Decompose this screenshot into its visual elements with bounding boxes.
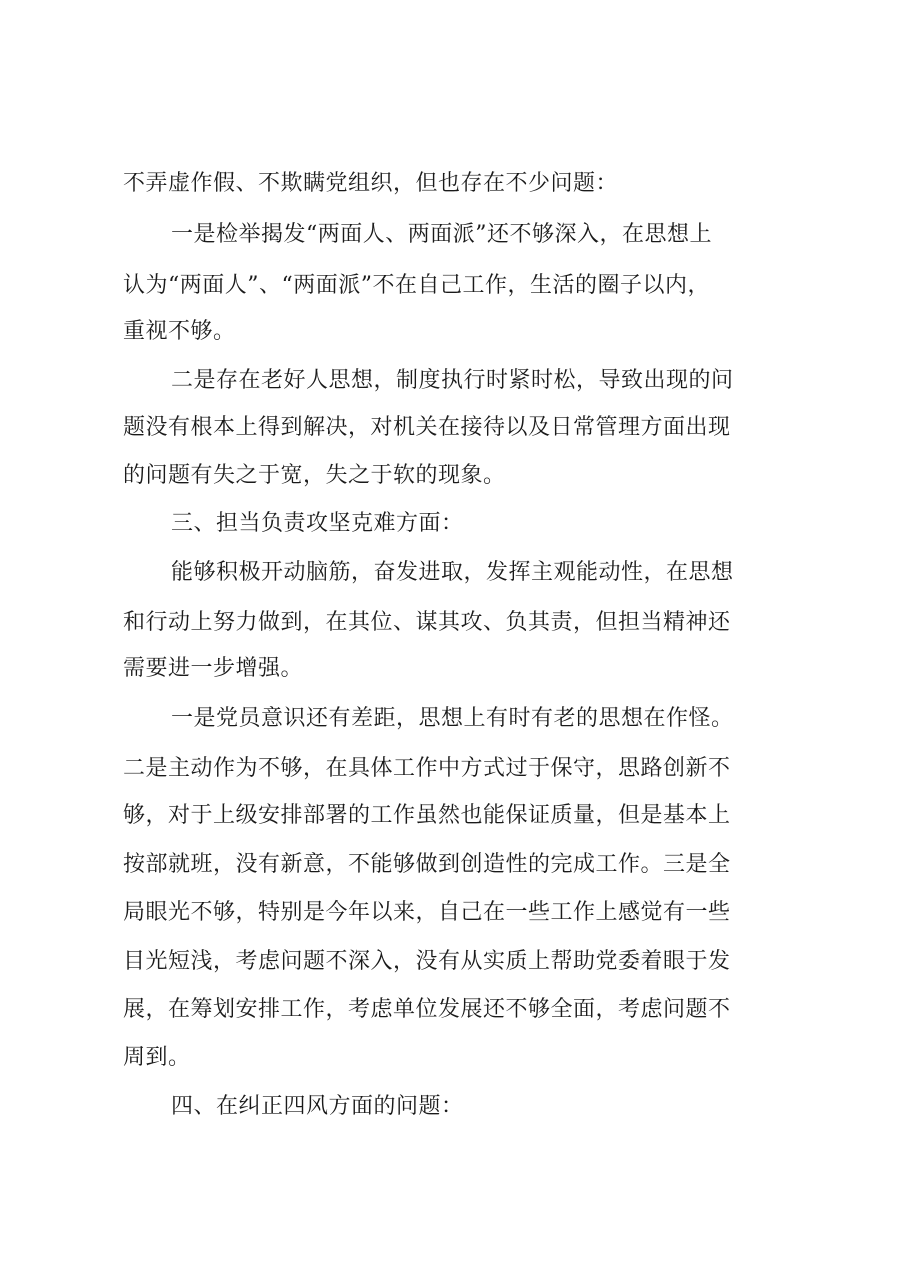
text-line: 展，在筹划安排工作，考虑单位发展还不够全面，考虑问题不 [123, 997, 731, 1022]
text-line: 和行动上努力做到，在其位、谋其攻、负其责，但担当精神还 [123, 610, 731, 635]
section-heading: 四、在纠正四风方面的问题： [171, 1094, 464, 1119]
section-heading: 三、担当负责攻坚克难方面： [171, 511, 464, 536]
text-line: 局眼光不够，特别是今年以来，自己在一些工作上感觉有一些 [123, 900, 731, 925]
paragraph-start-line: 能够积极开动脑筋，奋发进取，发挥主观能动性，在思想 [171, 560, 734, 585]
text-line: 目光短浅，考虑问题不深入，没有从实质上帮助党委着眼于发 [123, 949, 731, 974]
paragraph-start-line: 一是党员意识还有差距，思想上有时有老的思想在作怪。 [171, 706, 734, 731]
text-line: 不弄虚作假、不欺瞒党组织，但也存在不少问题： [123, 171, 619, 196]
text-line: 需要进一步增强。 [123, 656, 304, 681]
text-line: 按部就班，没有新意，不能够做到创造性的完成工作。三是全 [123, 852, 731, 877]
text-line: 二是主动作为不够，在具体工作中方式过于保守，思路创新不 [123, 756, 731, 781]
paragraph-start-line: 一是检举揭发“两面人、两面派”还不够深入，在思想上 [171, 222, 712, 247]
text-line: 重视不够。 [123, 319, 236, 344]
text-line: 的问题有失之于宽，失之于软的现象。 [123, 463, 506, 488]
text-line: 够，对于上级安排部署的工作虽然也能保证质量，但是基本上 [123, 803, 731, 828]
paragraph-start-line: 二是存在老好人思想，制度执行时紧时松，导致出现的问 [171, 368, 734, 393]
text-line: 认为“两面人”、“两面派”不在自己工作，生活的圈子以内， [123, 273, 710, 298]
text-line: 题没有根本上得到解决，对机关在接待以及日常管理方面出现 [123, 415, 731, 440]
text-line: 周到。 [123, 1045, 191, 1070]
